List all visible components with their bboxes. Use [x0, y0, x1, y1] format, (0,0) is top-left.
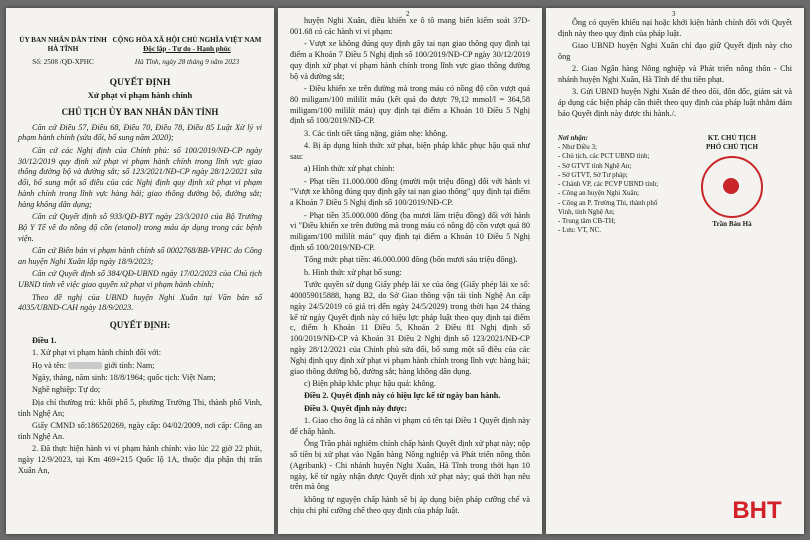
- recipient-item: - Công an P. Trường Thi, thành phố Vinh, tỉnh Nghệ An;: [558, 198, 658, 216]
- page-number: 2: [406, 10, 410, 18]
- recipient-item: - Sở GTVT, Sở Tư pháp;: [558, 170, 628, 179]
- document-page-3: [546, 8, 804, 534]
- paragraph: - Điều khiển xe trên đường mà trong máu có nồng độ cồn vượt quá 80 miligam/100 mililít máu (kết quả đo được 79,12 mmol/l = 364,58 miligam/100 mililít máu) quy định tại điểm a Khoản 10 Điều 5 Nghị định số 100/2019/NĐ-CP.: [290, 83, 530, 126]
- decision-heading: QUYẾT ĐỊNH:: [109, 320, 171, 331]
- recipient-item: - Lưu: VT, NC.: [558, 226, 602, 235]
- recipient-item: - Chánh VP, các PCVP UBND tỉnh;: [558, 180, 659, 189]
- paragraph: Nghề nghiệp: Tự do;: [32, 385, 101, 395]
- document-title: QUYẾT ĐỊNH: [109, 78, 171, 88]
- recipient-item: - Trung tâm CB-TH;: [558, 217, 616, 226]
- signer-block: [672, 134, 792, 236]
- paragraph: Giấy CMND số:186520269, ngày cấp: 04/02/2009, nơi cấp: Công an tỉnh Nghệ An.: [18, 420, 262, 441]
- paragraph: Căn cứ Quyết định số 384/QĐ-UBND ngày 17/02/2023 của Chủ tịch UBND tỉnh về việc giao quyền xử phạt vi phạm hành chính;: [18, 269, 262, 290]
- logo-text: BHT: [732, 497, 782, 522]
- document-page-2: [278, 8, 542, 534]
- paragraph: 4. Bị áp dụng hình thức xử phạt, biện pháp khắc phục hậu quả như sau:: [290, 141, 530, 161]
- sign-role-b: PHÓ CHỦ TỊCH: [706, 143, 758, 152]
- paragraph: Ông Trần phải nghiêm chỉnh chấp hành Quyết định xử phạt này; nộp số tiền bị xử phạt vào Ngân hàng Nông nghiệp và Phát triển nông thôn (Agribank) - Chi nhánh huyện Nghi Xuân, Hà Tĩnh trong thời hạn 10 ngày, kể từ ngày nhận được Quyết định xử phạt này; quá thời hạn nêu trên mà ông: [290, 439, 530, 492]
- redacted-name: [68, 362, 102, 369]
- paragraph: Điều 3. Quyết định này được:: [304, 403, 408, 413]
- signer-name: Trần Báu Hà: [712, 220, 752, 229]
- document-subtitle: Xử phạt vi phạm hành chính: [87, 89, 193, 100]
- signature-block: [558, 134, 792, 236]
- paragraph: - Vượt xe không đúng quy định gây tai nạn giao thông quy định tại điểm a Khoản 7 Điều 5 Nghị định số 100/2019/NĐ-CP ngày 30/12/2019 quy định xử phạt vi phạm hành chính trong lĩnh vực giao thông đường bộ và đường sắt;: [290, 39, 530, 81]
- recipient-item: - Chủ tịch, các PCT UBND tỉnh;: [558, 152, 650, 161]
- paragraph: 1. Giao cho ông là cá nhân vi phạm có tên tại Điều 1 Quyết định này để chấp hành.: [290, 415, 530, 436]
- gender-value: giới tính: Nam;: [104, 360, 155, 370]
- paragraph: 2. Đã thực hiện hành vi vi phạm hành chính: vào lúc 22 giờ 22 phút, ngày 12/9/2023, tại Km 469+215 Quốc lộ 1A, thuộc địa phận thị trấn Xuân An,: [18, 444, 262, 475]
- agency-name: ỦY BAN NHÂN DÂN TỈNH HÀ TĨNH: [19, 36, 107, 53]
- recipients-title: Nơi nhận:: [558, 133, 589, 142]
- recipients-list: [558, 134, 668, 236]
- paragraph: Căn cứ Điều 57, Điều 68, Điều 70, Điều 78, Điều 85 Luật Xử lý vi phạm hành chính (sửa đổi, bổ sung năm 2020);: [18, 122, 262, 143]
- paragraph: Căn cứ Biên bản vi phạm hành chính số 0002768/BB-VPHC do Công an huyện Nghi Xuân lập ngày 18/9/2023;: [18, 246, 262, 267]
- recipient-item: - Như Điều 3;: [558, 143, 597, 152]
- document-number: Số: 2508 /QĐ-XPHC: [32, 58, 94, 66]
- sign-role-a: KT. CHỦ TỊCH: [707, 133, 757, 142]
- paragraph: 3. Gửi UBND huyện Nghi Xuân để theo dõi, đôn đốc, giám sát và áp dụng các biện pháp cần thiết theo quy định của pháp luật nhằm đảm bảo Quyết định này được thi hành./.: [558, 87, 792, 119]
- paragraph: Căn cứ Quyết định số 933/QĐ-BYT ngày 23/3/2010 của Bộ Trưởng Bộ Y Tế về đo nồng độ cồn (etanol) trong máu áp dụng trong các bệnh viện.: [18, 212, 262, 243]
- paragraph: Tước quyền sử dụng Giấy phép lái xe của ông (Giấy phép lái xe số: 400059015888, hạng B2, do Sở Giao thông vận tải tỉnh Nghệ An cấp ngày 24/5/2019 có giá trị đến ngày 24/5/2029) trong thời hạn 24 tháng kể từ ngày Quyết định này có hiệu lực pháp luật theo quy định tại điểm c, điểm h Khoản 11 Điều 5, Khoản 2 Điều 81 Nghị định số 100/2019/NĐ-CP và Khoản 31 Điều 2 Nghị định số 123/2021/NĐ-CP ngày 28/12/2021 của Chính phủ sửa đổi, bổ sung một số điều của các Nghị định quy định xử phạt vi phạm hành chính trong lĩnh vực hàng hải; giao thông đường bộ, đường sắt; hàng không dân dụng.: [290, 280, 530, 376]
- paragraph: huyện Nghi Xuân, điều khiển xe ô tô mang biển kiểm soát 37D-001.68 có các hành vi vi phạm:: [290, 16, 530, 36]
- name-label: Họ và tên:: [32, 360, 67, 370]
- article-1-heading: Điều 1.: [32, 336, 57, 346]
- name-line: [18, 361, 262, 372]
- recipient-item: - Công an huyện Nghi Xuân;: [558, 189, 640, 198]
- paragraph: 2. Giao Ngân hàng Nông nghiệp và Phát triển nông thôn - Chi nhánh huyện Nghi Xuân, Hà Tĩnh để thu tiền phạt.: [558, 64, 792, 85]
- paragraph: Điều 2. Quyết định này có hiệu lực kể từ ngày ban hành.: [304, 391, 501, 401]
- page-number: 3: [672, 10, 676, 18]
- issuer-heading: CHỦ TỊCH ỦY BAN NHÂN DÂN TỈNH: [61, 106, 219, 117]
- paragraph: Giao UBND huyện Nghi Xuân chỉ đạo giữ Quyết định này cho ông: [558, 41, 792, 61]
- paragraph: - Phạt tiền 35.000.000 đồng (ba mươi lăm triệu đồng) đối với hành vi "Điều khiển xe trên đường mà trong máu có nồng độ cồn vượt quá 80 miligam/100 mililít máu" quy định tại điểm a Khoản 10 Điều 5 Nghị định số 100/2019/NĐ-CP.: [290, 210, 530, 253]
- paragraph: Căn cứ các Nghị định của Chính phủ: số 100/2019/NĐ-CP ngày 30/12/2019 quy định xử phạt vi phạm hành chính trong lĩnh vực giao thông đường bộ và đường sắt; số 123/2021/NĐ-CP ngày 28/12/2021 sửa đổi, bổ sung một số điều của các Nghị định quy định xử phạt vi phạm hành chính trong lĩnh vực hàng hải; giao thông đường bộ, đường sắt; hàng không dân dụng;: [18, 145, 262, 209]
- bht-logo: [724, 496, 790, 522]
- paragraph: 3. Các tình tiết tăng nặng, giảm nhẹ: không.: [304, 128, 448, 138]
- paragraph: - Phạt tiền 11.000.000 đồng (mười một triệu đồng) đối với hành vi "Vượt xe không đúng quy định gây tai nạn giao thông" quy định tại điểm a Khoản 7 Điều 5 Nghị định số 100/2019/NĐ-CP.: [290, 176, 530, 208]
- paragraph: Tổng mức phạt tiền: 46.000.000 đồng (bốn mươi sáu triệu đồng).: [304, 255, 518, 265]
- paragraph: b. Hình thức xử phạt bổ sung:: [304, 267, 402, 277]
- document-page-1: [6, 8, 274, 534]
- red-seal-stamp: [701, 156, 763, 218]
- paragraph: Ông có quyền khiếu nại hoặc khởi kiện hành chính đối với Quyết định này theo quy định của pháp luật.: [558, 18, 792, 38]
- paragraph: Địa chỉ thường trú: khối phố 5, phường Trường Thi, thành phố Vinh, tỉnh Nghệ An;: [18, 397, 262, 418]
- paragraph: c) Biện pháp khắc phục hậu quả: không.: [304, 379, 436, 388]
- paragraph: Ngày, tháng, năm sinh: 18/8/1964; quốc tịch: Việt Nam;: [32, 373, 216, 383]
- document-date: Hà Tĩnh, ngày 28 tháng 9 năm 2023: [134, 58, 240, 66]
- recipient-item: - Sở GTVT tỉnh Nghệ An;: [558, 161, 632, 170]
- country-name: CỘNG HÒA XÃ HỘI CHỦ NGHĨA VIỆT NAM: [112, 36, 262, 44]
- paragraph: Theo đề nghị của UBND huyện Nghi Xuân tại Văn bản số 4035/UBND-CAH ngày 18/9/2023.: [18, 292, 262, 313]
- national-motto: Độc lập - Tự do - Hạnh phúc: [143, 45, 231, 53]
- paragraph: a) Hình thức xử phạt chính:: [304, 164, 395, 174]
- paragraph: 1. Xử phạt vi phạm hành chính đối với:: [32, 348, 162, 358]
- paragraph: không tự nguyện chấp hành sẽ bị áp dụng biện pháp cưỡng chế và chịu chi phí cưỡng chế theo quy định của pháp luật.: [290, 494, 530, 515]
- document-header: [18, 36, 262, 67]
